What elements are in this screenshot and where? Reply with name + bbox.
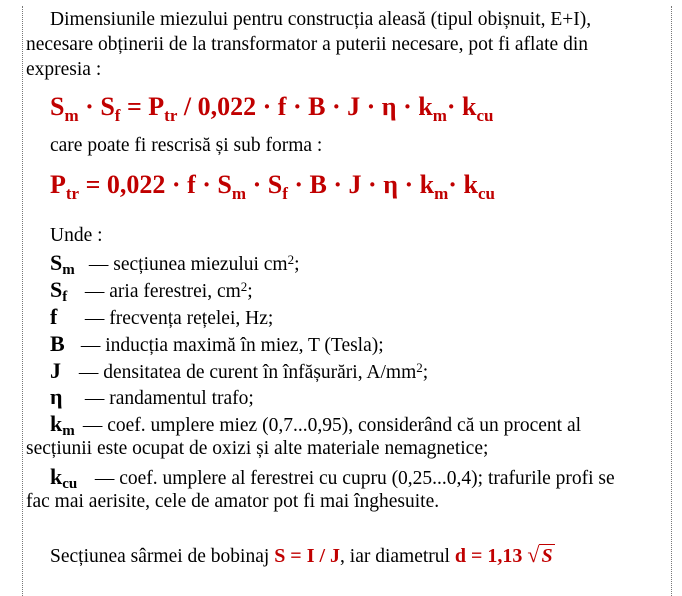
term-sm: $S_m$ — secțiunea miezului $cm^2$; [50, 250, 300, 278]
formula-1: $S_m \cdot S_f = P_{tr} / 0,022 \cdot f \cdot B \cdot J \cdot \eta \cdot k_m\cdot k_{cu}$ [50, 92, 494, 125]
term-eta: η — randamentul trafo; [50, 384, 254, 409]
term-b: B — inducția maximă în miez, T (Tesla); [50, 331, 384, 356]
term-sf: $S_f$ — aria ferestrei, $cm^2$; [50, 277, 253, 305]
term-kcu-continuation: fac mai aerisite, cele de amator pot fi mai înghesuite. [26, 491, 440, 512]
term-kcu: $k_{cu}$ — coef. umplere al ferestrei cu cupru (0,25...0,4); trafurile profi se [50, 464, 615, 492]
intro-line-1: Dimensiunile miezului pentru construcția aleasă (tipul obișnuit, E+I), [50, 9, 592, 30]
unde-label: Unde : [50, 225, 103, 246]
formula-2: $P_{tr} = 0,022 \cdot f \cdot S_m \cdot S_f \cdot B \cdot J \cdot \eta \cdot k_m\cdot k_{cu}$ [50, 170, 495, 203]
rewrite-text: care poate fi rescrisă și sub forma : [50, 135, 323, 156]
intro-line-3: expresia : [26, 59, 102, 80]
wire-section-formula: S = I / J [274, 545, 341, 567]
term-j: J — densitatea de curent în înfășurări, $A/mm^2$; [50, 358, 429, 383]
term-km: $k_m$ — coef. umplere miez (0,7...0,95), considerând că un procent al [50, 411, 582, 439]
term-km-continuation: secțiunii este ocupat de oxizi și alte materiale nemagnetice; [26, 438, 489, 459]
wire-diameter-formula: d = 1,13 √ S [454, 542, 553, 567]
term-f: f — frecvența rețelei, Hz; [50, 304, 274, 329]
wire-section-line: Secțiunea sârmei de bobinaj S = I / J, iar diametrul d = 1,13 √ S [50, 542, 553, 567]
intro-line-2: necesare obținerii de la transformator a puterii necesare, pot fi aflate din [26, 34, 588, 55]
